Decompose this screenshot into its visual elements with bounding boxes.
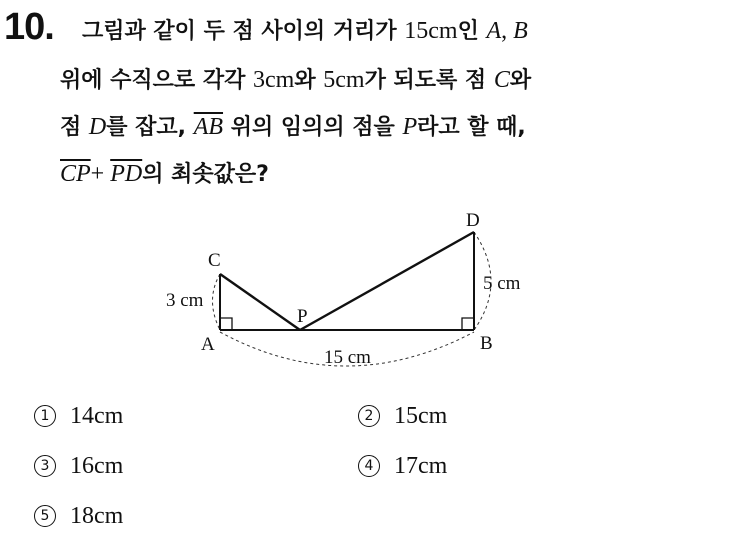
- question-text: 위에 수직으로 각각: [60, 68, 253, 93]
- question-text: 를 잡고,: [106, 115, 194, 140]
- choice-2-value: 15: [394, 403, 418, 429]
- choice-1[interactable]: [34, 403, 123, 430]
- choice-4-value: 17: [394, 453, 418, 479]
- point-b-label: B: [513, 18, 528, 44]
- segment-pd-line: [300, 232, 474, 330]
- right-angle-mark-a: [220, 318, 232, 330]
- choice-3-value: 16: [70, 453, 94, 479]
- figure-label-p: P: [297, 306, 308, 327]
- choice-3-marker: 3: [34, 455, 56, 477]
- question-text: 점: [60, 115, 89, 140]
- choice-2-unit: cm: [418, 403, 448, 429]
- segment-cp: $\overline{CP}$: [60, 161, 91, 187]
- question-text: 와: [294, 68, 324, 93]
- figure-label-ab-length: 15 cm: [324, 347, 371, 368]
- length-bd-value: 5: [323, 67, 336, 93]
- figure-label-a: A: [201, 334, 215, 355]
- question-number: 10.: [4, 6, 54, 48]
- question-text: 가 되도록 점: [364, 68, 494, 93]
- distance-value: 15: [404, 18, 429, 44]
- figure-label-c: C: [208, 250, 221, 271]
- figure-label-b: B: [480, 333, 493, 354]
- distance-unit: cm: [428, 18, 458, 44]
- choice-5[interactable]: [34, 503, 123, 530]
- right-angle-mark-b: [462, 318, 474, 330]
- choice-1-unit: cm: [94, 403, 124, 429]
- choice-4-unit: cm: [418, 453, 448, 479]
- choice-2-marker: 2: [358, 405, 380, 427]
- choice-5-unit: cm: [94, 503, 124, 529]
- question-text: 라고 할 때,: [417, 115, 526, 140]
- choice-1-value: 14: [70, 403, 94, 429]
- question-text: 인: [457, 19, 487, 44]
- plus-sign: +: [90, 161, 111, 187]
- figure-label-bd-length: 5 cm: [483, 273, 521, 294]
- point-c-label: C: [493, 67, 510, 93]
- point-a-label: A: [486, 18, 502, 44]
- comma: ,: [501, 18, 514, 44]
- choice-1-marker: 1: [34, 405, 56, 427]
- question-text: 의 최솟값은?: [142, 162, 269, 187]
- length-ac-unit: cm: [265, 67, 295, 93]
- segment-ab: $\overline{AB}$: [193, 114, 224, 140]
- segment-pd: $\overline{PD}$: [110, 161, 143, 187]
- figure-label-d: D: [466, 210, 480, 231]
- choice-5-marker: 5: [34, 505, 56, 527]
- point-d-label: D: [88, 114, 107, 140]
- question-text: 그림과 같이 두 점 사이의 거리가: [82, 19, 405, 44]
- choice-4[interactable]: [358, 453, 447, 480]
- choice-3[interactable]: [34, 453, 123, 480]
- choice-5-value: 18: [70, 503, 94, 529]
- choice-2[interactable]: [358, 403, 447, 430]
- point-p-label: P: [402, 114, 418, 140]
- question-text: 위의 임의의 점을: [223, 115, 403, 140]
- figure-label-ac-length: 3 cm: [166, 290, 204, 311]
- choice-3-unit: cm: [94, 453, 124, 479]
- dimension-arc-ac: [213, 274, 221, 330]
- choice-4-marker: 4: [358, 455, 380, 477]
- question-text: 와: [509, 68, 532, 93]
- length-bd-unit: cm: [335, 67, 365, 93]
- length-ac-value: 3: [253, 67, 265, 93]
